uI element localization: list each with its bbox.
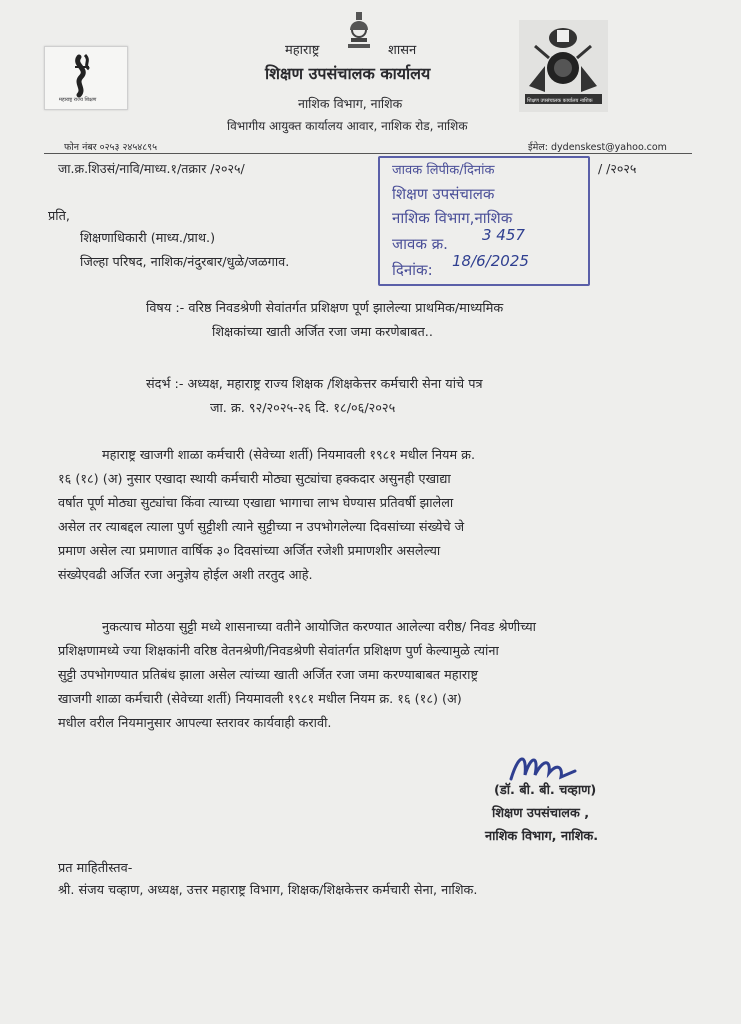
stamp-date: 18/6/2025 — [452, 252, 529, 270]
signatory-place: नाशिक विभाग, नाशिक. — [485, 829, 599, 844]
ref-line2: जा. क्र. ९२/२०२५-२६ दि. १८/०६/२०२५ — [210, 401, 396, 416]
copy-line: श्री. संजय चव्हाण, अध्यक्ष, उत्तर महाराष्ट्र विभाग, शिक्षक/शिक्षकेत्तर कर्मचारी सेना, नाशिक. — [58, 883, 478, 898]
para1-line2: १६ (१८) (अ) नुसार एखादा स्थायी कर्मचारी मोठ्या सुट्यांचा हक्कदार असुनही एखाद्या — [58, 472, 451, 487]
office-name: शिक्षण उपसंचालक कार्यालय — [265, 64, 431, 83]
subject-line1: विषय :- वरिष्ठ निवडश्रेणी सेवांतर्गत प्रशिक्षण पूर्ण झालेल्या प्राथमिक/माध्यमिक — [146, 301, 504, 316]
signatory-title: शिक्षण उपसंचालक , — [492, 806, 590, 821]
right-logo-caption: शिक्षण उपसंचालक कार्यालय नाशिक — [527, 98, 593, 104]
email: ईमेल: dydenskest@yahoo.com — [528, 142, 667, 153]
para1-line4: असेल तर त्याबद्दल त्याला पुर्ण सुट्टीशी त्याने सुट्टीच्या न उपभोगलेल्या दिवसांच्या संख्येचे जे — [58, 520, 465, 535]
office-address: विभागीय आयुक्त कार्यालय आवार, नाशिक रोड, नाशिक — [227, 119, 468, 133]
stamp-line4-label: जावक क्र. — [392, 235, 448, 253]
stamp-line2: शिक्षण उपसंचालक — [392, 185, 495, 203]
header-divider — [44, 153, 692, 154]
right-logo — [515, 16, 612, 116]
stamp-line3: नाशिक विभाग,नाशिक — [392, 209, 513, 227]
para2-line1: नुकत्याच मोठया सुट्टी मध्ये शासनाच्या वतीने आयोजित करण्यात आलेल्या वरीष्ठ/ निवड श्रेणीच्या — [102, 620, 536, 635]
para2-line5: मधील वरील नियमानुसार आपल्या स्तरावर कार्यवाही करावी. — [58, 716, 332, 731]
stamp-line5-label: दिनांक: — [392, 261, 433, 279]
left-logo — [44, 46, 128, 110]
para2-line3: सुट्टी उपभोगण्यात प्रतिबंध झाला असेल त्यांच्या खाती अर्जित रजा जमा करण्याबाबत महाराष्ट्र — [58, 668, 478, 683]
to-line2: जिल्हा परिषद, नाशिक/नंदुरबार/धुळे/जळगाव. — [80, 255, 290, 270]
stamp-line1: जावक लिपीक/दिनांक — [392, 163, 495, 178]
signatory-name: (डॉ. बी. बी. चव्हाण) — [494, 783, 597, 798]
inward-stamp — [378, 156, 590, 286]
left-logo-caption: महाराष्ट्र राज्य शिक्षण — [59, 97, 97, 103]
para1-line1: महाराष्ट्र खाजगी शाळा कर्मचारी (सेवेच्या शर्ती) नियमावली १९८१ मधील नियम क्र. — [102, 448, 476, 463]
to-label: प्रति, — [48, 209, 70, 224]
phone-number: फोन नंबर ०२५३ २४५४८९५ — [64, 142, 158, 153]
subject-line2: शिक्षकांच्या खाती अर्जित रजा जमा करणेबाबत.. — [212, 325, 433, 340]
reference-year: / /२०२५ — [598, 161, 637, 176]
para1-line5: प्रमाण असेल त्या प्रमाणात वार्षिक ३० दिवसांच्या अर्जित रजेशी प्रमाणशीर असलेल्या — [58, 544, 441, 559]
reference-number: जा.क्र.शिउसं/नावि/माध्य.१/तक्रार /२०२५/ — [58, 161, 245, 176]
copy-label: प्रत माहितीस्तव- — [58, 861, 133, 876]
to-line1: शिक्षणाधिकारी (माध्य./प्राथ.) — [80, 231, 216, 246]
para2-line4: खाजगी शाळा कर्मचारी (सेवेच्या शर्ती) नियमावली १९८१ मधील नियम क्र. १६ (१८) (अ) — [58, 692, 462, 707]
division: नाशिक विभाग, नाशिक — [298, 96, 403, 111]
para2-line2: प्रशिक्षणामध्ये ज्या शिक्षकांनी वरिष्ठ वेतनश्रेणी/निवडश्रेणी सेवांतर्गत प्रशिक्षण पुर्ण केल्यामुळे त्यांना — [58, 644, 499, 659]
state-emblem-icon — [338, 8, 380, 52]
gov-left: महाराष्ट्र — [285, 43, 320, 58]
para1-line3: वर्षात पूर्ण मोठ्या सुट्यांचा किंवा त्याच्या एखाद्या भागाचा लाभ घेण्यास प्रतिवर्षी झालेला — [58, 496, 454, 511]
gov-right: शासन — [388, 43, 417, 58]
para1-line6: संख्येएवढी अर्जित रजा अनुज्ञेय होईल अशी तरतुद आहे. — [58, 568, 313, 583]
ref-line1: संदर्भ :- अध्यक्ष, महाराष्ट्र राज्य शिक्षक /शिक्षकेत्तर कर्मचारी सेना यांचे पत्र — [146, 377, 483, 392]
stamp-inward-number: 3 457 — [482, 226, 525, 244]
